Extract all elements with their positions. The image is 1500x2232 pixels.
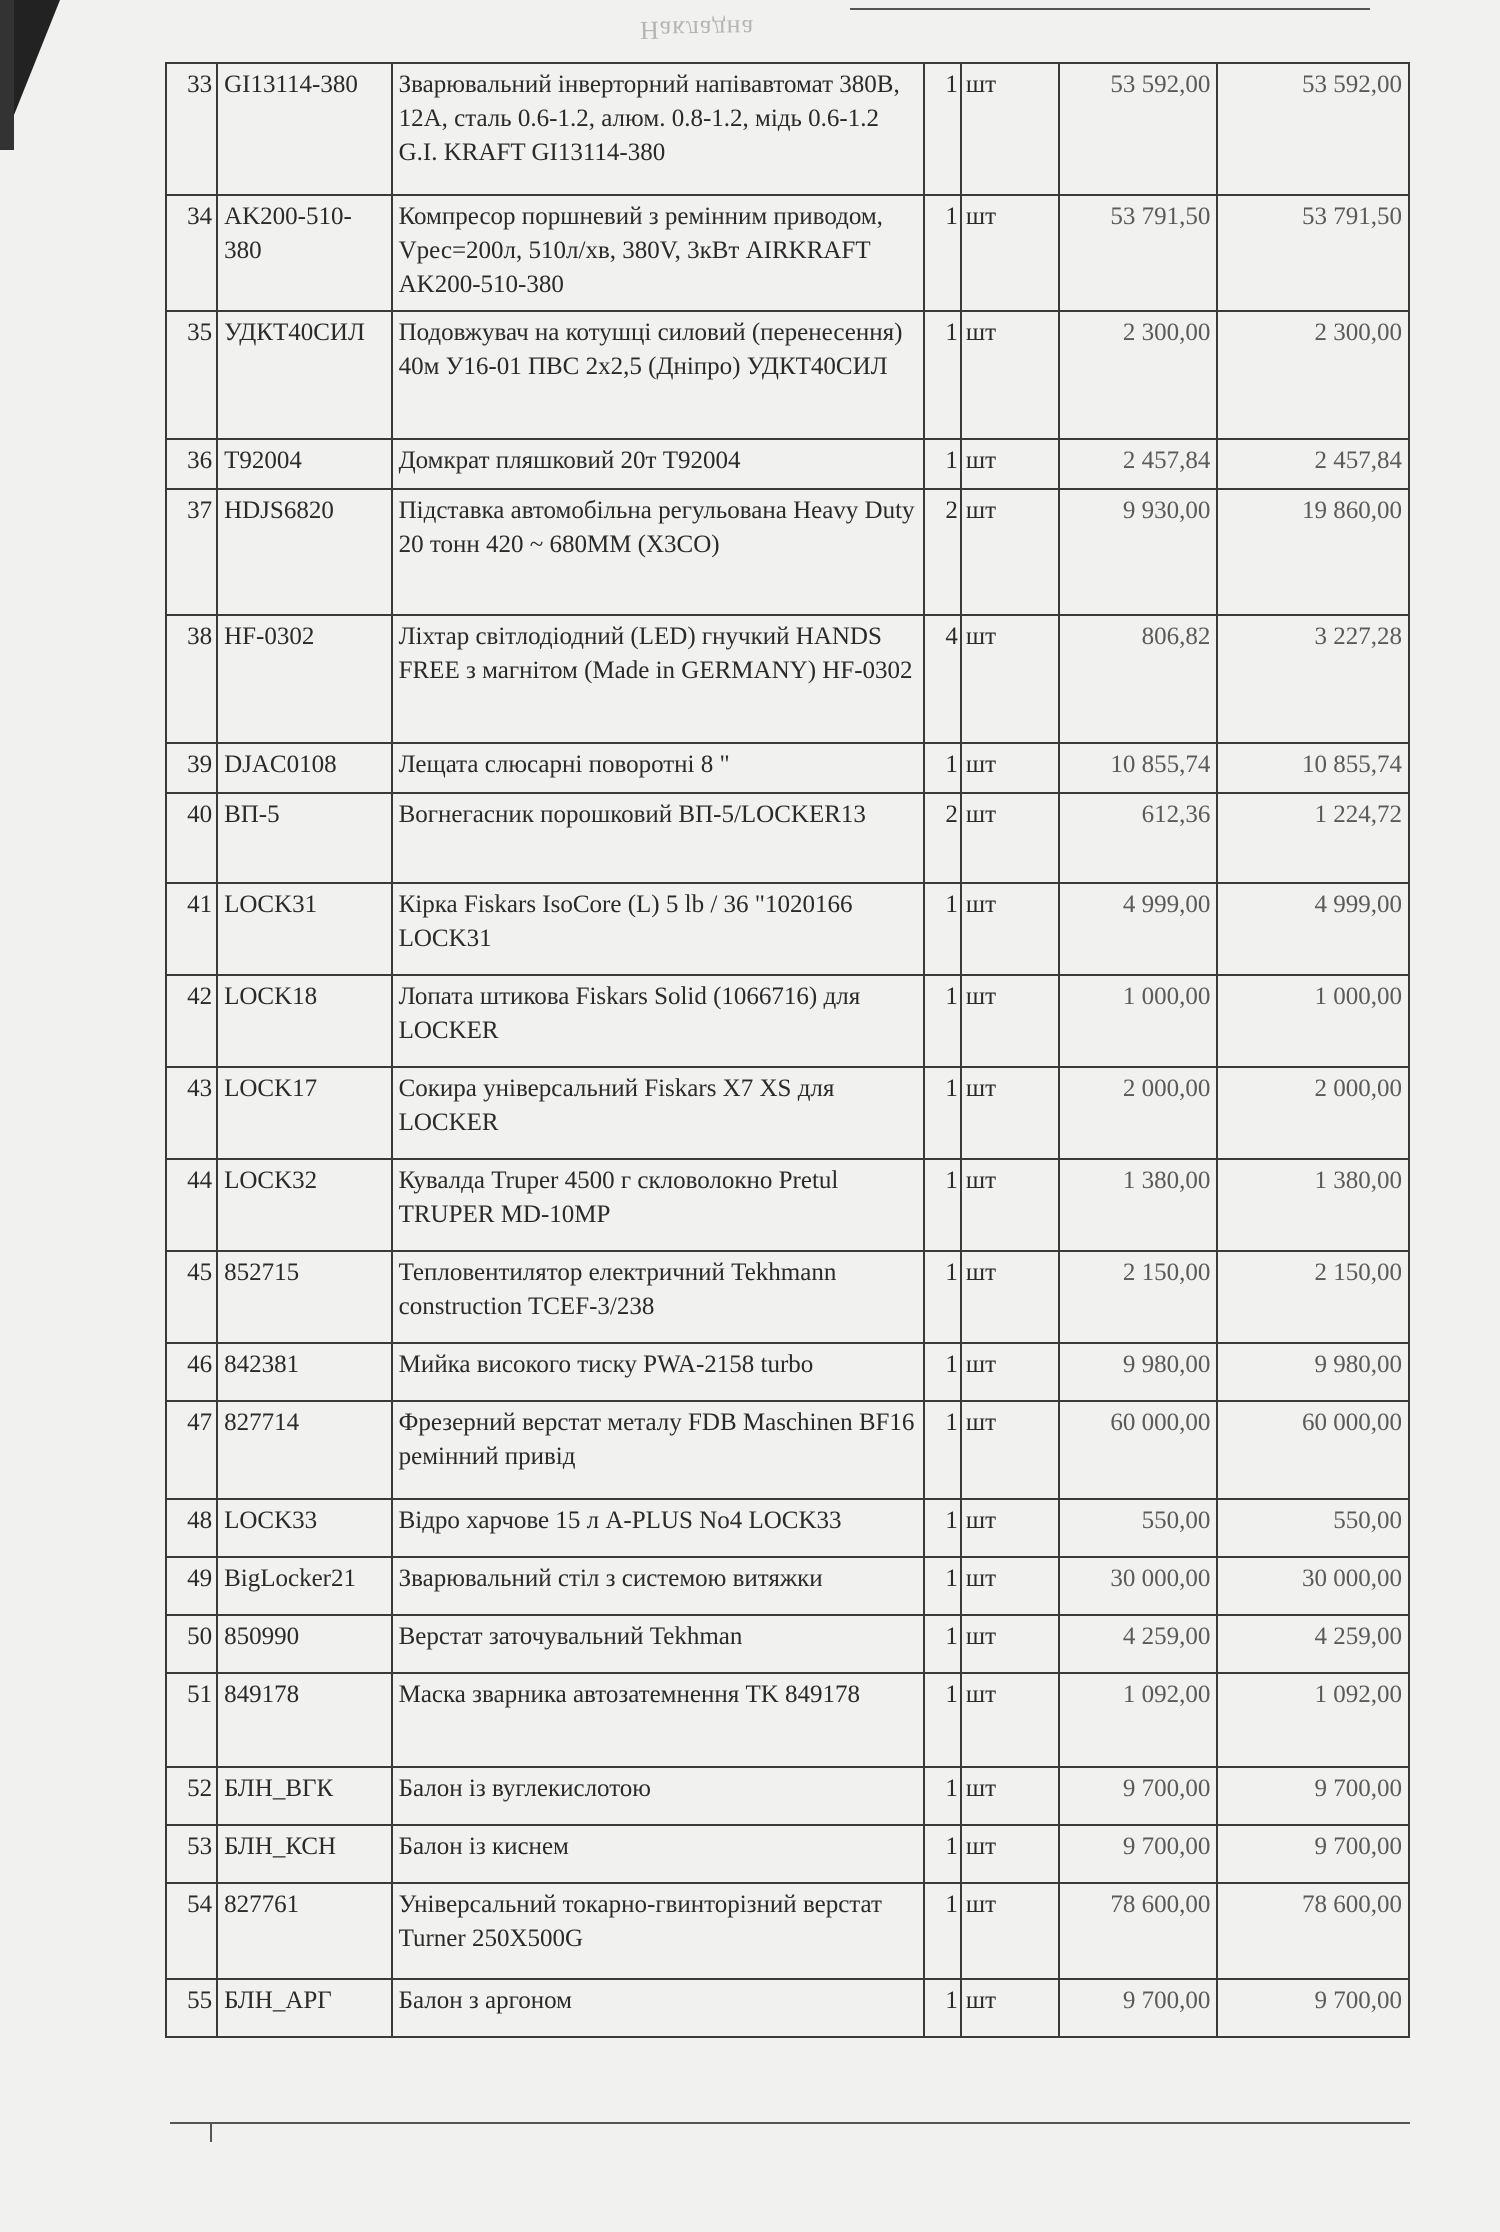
item-quantity: 1	[924, 743, 961, 793]
item-quantity: 1	[924, 1343, 961, 1401]
item-price: 10 855,74	[1059, 743, 1218, 793]
row-number: 40	[166, 793, 217, 883]
table-row	[166, 1825, 1409, 1883]
item-price: 550,00	[1059, 1499, 1218, 1557]
table-row	[166, 1673, 1409, 1767]
item-price: 53 791,50	[1059, 195, 1218, 311]
item-name: Домкрат пляшковий 20т T92004	[392, 439, 924, 489]
item-quantity: 2	[924, 793, 961, 883]
item-sum: 9 700,00	[1217, 1825, 1409, 1883]
item-unit: шт	[961, 1557, 1059, 1615]
item-unit: шт	[961, 975, 1059, 1067]
item-code: 849178	[217, 1673, 392, 1767]
row-number: 36	[166, 439, 217, 489]
item-sum: 9 700,00	[1217, 1767, 1409, 1825]
item-quantity: 1	[924, 1825, 961, 1883]
row-number: 53	[166, 1825, 217, 1883]
item-price: 9 700,00	[1059, 1767, 1218, 1825]
row-number: 41	[166, 883, 217, 975]
item-quantity: 1	[924, 311, 961, 439]
table-row	[166, 1979, 1409, 2037]
table-row	[166, 1499, 1409, 1557]
item-name: Тепловентилятор електричний Tekhmann construction TCEF-3/238	[392, 1251, 924, 1343]
item-price: 9 930,00	[1059, 489, 1218, 615]
item-name: Балон з аргоном	[392, 1979, 924, 2037]
item-sum: 1 000,00	[1217, 975, 1409, 1067]
table-row	[166, 1251, 1409, 1343]
item-price: 1 000,00	[1059, 975, 1218, 1067]
item-name: Зварювальний інверторний напівавтомат 380В, 12А, сталь 0.6-1.2, алюм. 0.8-1.2, мідь 0.6-1.2 G.I. KRAFT GI13114-380	[392, 63, 924, 195]
row-number: 34	[166, 195, 217, 311]
item-code: LOCK18	[217, 975, 392, 1067]
item-unit: шт	[961, 63, 1059, 195]
item-price: 30 000,00	[1059, 1557, 1218, 1615]
item-sum: 78 600,00	[1217, 1883, 1409, 1979]
table-row	[166, 1401, 1409, 1499]
item-code: 827714	[217, 1401, 392, 1499]
item-price: 9 980,00	[1059, 1343, 1218, 1401]
item-price: 53 592,00	[1059, 63, 1218, 195]
item-code: 850990	[217, 1615, 392, 1673]
item-sum: 2 150,00	[1217, 1251, 1409, 1343]
item-code: 842381	[217, 1343, 392, 1401]
item-code: 827761	[217, 1883, 392, 1979]
table-row	[166, 1767, 1409, 1825]
bottom-rule	[170, 2122, 1410, 2124]
table-row	[166, 311, 1409, 439]
item-unit: шт	[961, 439, 1059, 489]
item-code: DJAC0108	[217, 743, 392, 793]
item-code: HF-0302	[217, 615, 392, 743]
item-code: БЛН_АРГ	[217, 1979, 392, 2037]
table-row	[166, 793, 1409, 883]
item-name: Сокира універсальний Fiskars X7 XS для LOCKER	[392, 1067, 924, 1159]
item-quantity: 1	[924, 1767, 961, 1825]
item-unit: шт	[961, 1673, 1059, 1767]
item-code: ВП-5	[217, 793, 392, 883]
item-code: БЛН_ВГК	[217, 1767, 392, 1825]
item-unit: шт	[961, 1615, 1059, 1673]
row-number: 51	[166, 1673, 217, 1767]
scan-edge-shadow-strip	[0, 0, 14, 150]
invoice-rows	[166, 63, 1409, 2037]
item-quantity: 1	[924, 975, 961, 1067]
invoice-table	[165, 62, 1410, 2038]
item-quantity: 1	[924, 1615, 961, 1673]
item-code: LOCK17	[217, 1067, 392, 1159]
item-unit: шт	[961, 1979, 1059, 2037]
item-unit: шт	[961, 1251, 1059, 1343]
item-name: Ліхтар світлодіодний (LED) гнучкий HANDS FREE з магнітом (Made in GERMANY) HF-0302	[392, 615, 924, 743]
table-row	[166, 615, 1409, 743]
item-name: Подовжувач на котушці силовий (перенесення) 40м У16-01 ПВС 2х2,5 (Дніпро) УДКТ40СИЛ	[392, 311, 924, 439]
item-quantity: 1	[924, 1557, 961, 1615]
item-price: 1 380,00	[1059, 1159, 1218, 1251]
item-price: 612,36	[1059, 793, 1218, 883]
item-sum: 1 224,72	[1217, 793, 1409, 883]
row-number: 49	[166, 1557, 217, 1615]
row-number: 48	[166, 1499, 217, 1557]
top-rule	[850, 8, 1370, 10]
item-unit: шт	[961, 195, 1059, 311]
item-price: 9 700,00	[1059, 1979, 1218, 2037]
row-number: 55	[166, 1979, 217, 2037]
item-quantity: 4	[924, 615, 961, 743]
table-row	[166, 975, 1409, 1067]
table-row	[166, 1557, 1409, 1615]
table-row	[166, 1067, 1409, 1159]
row-number: 45	[166, 1251, 217, 1343]
item-sum: 60 000,00	[1217, 1401, 1409, 1499]
item-quantity: 1	[924, 1499, 961, 1557]
bottom-tick	[210, 2122, 212, 2142]
item-sum: 53 592,00	[1217, 63, 1409, 195]
item-quantity: 1	[924, 883, 961, 975]
item-code: БЛН_КСН	[217, 1825, 392, 1883]
item-name: Верстат заточувальний Tekhman	[392, 1615, 924, 1673]
item-unit: шт	[961, 743, 1059, 793]
item-quantity: 1	[924, 1979, 961, 2037]
table-row	[166, 1615, 1409, 1673]
row-number: 54	[166, 1883, 217, 1979]
item-code: LOCK32	[217, 1159, 392, 1251]
item-sum: 2 000,00	[1217, 1067, 1409, 1159]
item-unit: шт	[961, 1343, 1059, 1401]
item-quantity: 1	[924, 195, 961, 311]
item-price: 60 000,00	[1059, 1401, 1218, 1499]
item-code: T92004	[217, 439, 392, 489]
item-price: 806,82	[1059, 615, 1218, 743]
item-quantity: 1	[924, 439, 961, 489]
item-sum: 10 855,74	[1217, 743, 1409, 793]
item-name: Компресор поршневий з ремінним приводом, Vрес=200л, 510л/хв, 380V, 3кВт AIRKRAFT AK200-510-380	[392, 195, 924, 311]
item-name: Мийка високого тиску PWA-2158 turbo	[392, 1343, 924, 1401]
item-unit: шт	[961, 1159, 1059, 1251]
item-code: LOCK33	[217, 1499, 392, 1557]
item-price: 2 000,00	[1059, 1067, 1218, 1159]
item-sum: 3 227,28	[1217, 615, 1409, 743]
item-code: AK200-510-380	[217, 195, 392, 311]
item-sum: 4 999,00	[1217, 883, 1409, 975]
row-number: 37	[166, 489, 217, 615]
item-price: 2 300,00	[1059, 311, 1218, 439]
item-name: Підставка автомобільна регульована Heavy Duty 20 тонн 420 ~ 680MM (X3CO)	[392, 489, 924, 615]
item-price: 9 700,00	[1059, 1825, 1218, 1883]
item-name: Фрезерний верстат металу FDB Maschinen BF16 ремінний привід	[392, 1401, 924, 1499]
item-name: Кірка Fiskars IsoCore (L) 5 lb / 36 "1020166 LOCK31	[392, 883, 924, 975]
item-sum: 2 457,84	[1217, 439, 1409, 489]
item-quantity: 1	[924, 1883, 961, 1979]
item-sum: 30 000,00	[1217, 1557, 1409, 1615]
table-row	[166, 489, 1409, 615]
item-sum: 1 092,00	[1217, 1673, 1409, 1767]
item-price: 2 457,84	[1059, 439, 1218, 489]
table-row	[166, 1159, 1409, 1251]
item-price: 4 259,00	[1059, 1615, 1218, 1673]
item-quantity: 1	[924, 63, 961, 195]
row-number: 44	[166, 1159, 217, 1251]
item-unit: шт	[961, 883, 1059, 975]
item-name: Вогнегасник порошковий ВП-5/LOCKER13	[392, 793, 924, 883]
row-number: 33	[166, 63, 217, 195]
item-quantity: 1	[924, 1067, 961, 1159]
item-name: Відро харчове 15 л A-PLUS No4 LOCK33	[392, 1499, 924, 1557]
table-row	[166, 743, 1409, 793]
item-unit: шт	[961, 615, 1059, 743]
row-number: 50	[166, 1615, 217, 1673]
item-sum: 2 300,00	[1217, 311, 1409, 439]
item-name: Балон із вуглекислотою	[392, 1767, 924, 1825]
item-code: 852715	[217, 1251, 392, 1343]
item-unit: шт	[961, 1401, 1059, 1499]
item-code: LOCK31	[217, 883, 392, 975]
item-quantity: 1	[924, 1159, 961, 1251]
item-quantity: 2	[924, 489, 961, 615]
row-number: 42	[166, 975, 217, 1067]
item-name: Балон із киснем	[392, 1825, 924, 1883]
row-number: 46	[166, 1343, 217, 1401]
item-price: 4 999,00	[1059, 883, 1218, 975]
item-sum: 19 860,00	[1217, 489, 1409, 615]
table-row	[166, 439, 1409, 489]
item-unit: шт	[961, 1883, 1059, 1979]
row-number: 39	[166, 743, 217, 793]
item-name: Кувалда Truper 4500 г скловолокно Pretul TRUPER MD-10MP	[392, 1159, 924, 1251]
item-unit: шт	[961, 1499, 1059, 1557]
item-code: HDJS6820	[217, 489, 392, 615]
item-quantity: 1	[924, 1251, 961, 1343]
item-code: GI13114-380	[217, 63, 392, 195]
item-price: 2 150,00	[1059, 1251, 1218, 1343]
row-number: 35	[166, 311, 217, 439]
item-code: УДКТ40СИЛ	[217, 311, 392, 439]
item-quantity: 1	[924, 1673, 961, 1767]
row-number: 52	[166, 1767, 217, 1825]
item-sum: 53 791,50	[1217, 195, 1409, 311]
item-unit: шт	[961, 1825, 1059, 1883]
table-row	[166, 883, 1409, 975]
row-number: 43	[166, 1067, 217, 1159]
item-unit: шт	[961, 1767, 1059, 1825]
item-unit: шт	[961, 793, 1059, 883]
table-row	[166, 1343, 1409, 1401]
table-row	[166, 1883, 1409, 1979]
item-unit: шт	[961, 1067, 1059, 1159]
item-name: Універсальний токарно-гвинторізний верстат Turner 250X500G	[392, 1883, 924, 1979]
table-row	[166, 63, 1409, 195]
item-name: Лопата штикова Fiskars Solid (1066716) для LOCKER	[392, 975, 924, 1067]
item-sum: 550,00	[1217, 1499, 1409, 1557]
item-quantity: 1	[924, 1401, 961, 1499]
table-row	[166, 195, 1409, 311]
item-code: BigLocker21	[217, 1557, 392, 1615]
item-sum: 9 700,00	[1217, 1979, 1409, 2037]
item-unit: шт	[961, 311, 1059, 439]
item-sum: 4 259,00	[1217, 1615, 1409, 1673]
item-sum: 9 980,00	[1217, 1343, 1409, 1401]
row-number: 38	[166, 615, 217, 743]
item-name: Зварювальний стіл з системою витяжки	[392, 1557, 924, 1615]
row-number: 47	[166, 1401, 217, 1499]
item-unit: шт	[961, 489, 1059, 615]
item-price: 78 600,00	[1059, 1883, 1218, 1979]
item-price: 1 092,00	[1059, 1673, 1218, 1767]
item-name: Маска зварника автозатемнення TK 849178	[392, 1673, 924, 1767]
item-name: Лещата слюсарні поворотні 8 "	[392, 743, 924, 793]
item-sum: 1 380,00	[1217, 1159, 1409, 1251]
faint-stamp-text: Накладна	[639, 14, 755, 45]
